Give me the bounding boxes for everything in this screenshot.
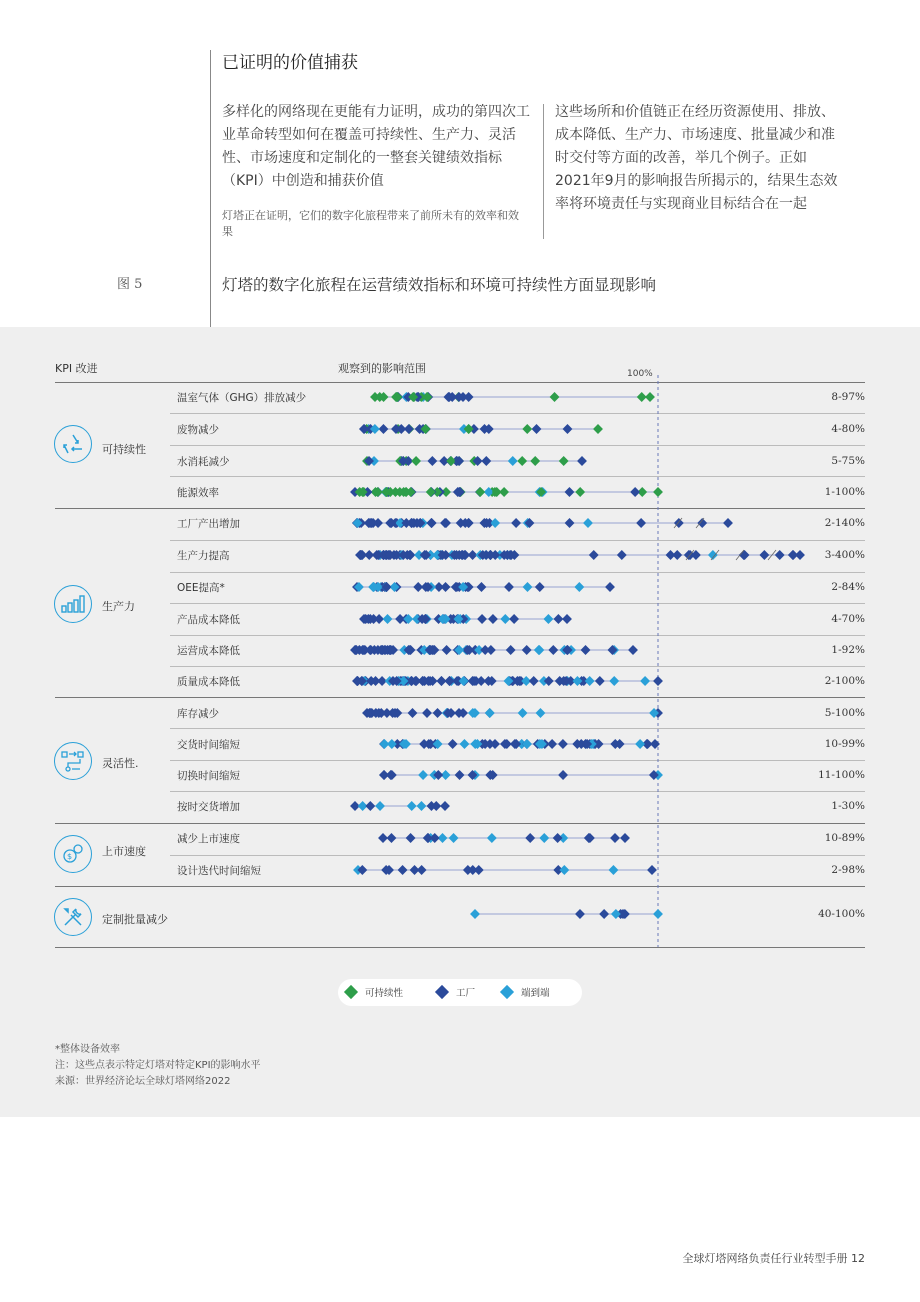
data-point xyxy=(525,833,535,843)
data-point xyxy=(630,487,640,497)
kpi-row-label: 温室气体（GHG）排放减少 xyxy=(177,392,307,404)
data-point xyxy=(536,487,546,497)
data-point xyxy=(474,865,484,875)
data-point xyxy=(510,739,520,749)
data-point xyxy=(504,582,514,592)
kpi-row-range: 1-92% xyxy=(831,644,865,656)
legend-swatch-sustainability xyxy=(344,985,358,999)
data-point xyxy=(539,833,549,843)
data-point xyxy=(508,456,518,466)
data-point xyxy=(593,424,603,434)
data-point xyxy=(637,392,647,402)
data-point xyxy=(640,676,650,686)
data-point xyxy=(417,865,427,875)
data-point xyxy=(530,456,540,466)
data-point xyxy=(559,865,569,875)
data-point xyxy=(406,833,416,843)
data-point xyxy=(548,645,558,655)
data-point xyxy=(477,582,487,592)
data-point xyxy=(365,801,375,811)
data-point xyxy=(547,739,557,749)
kpi-row-range: 40-100% xyxy=(818,908,865,920)
data-point xyxy=(565,487,575,497)
data-point xyxy=(605,582,615,592)
kpi-row-label: 废物减少 xyxy=(177,424,219,436)
data-point xyxy=(426,518,436,528)
kpi-row-range: 2-140% xyxy=(824,517,865,529)
section-title: 已证明的价值捕获 xyxy=(222,53,358,73)
data-point xyxy=(532,424,542,434)
data-point xyxy=(500,614,510,624)
data-point xyxy=(398,865,408,875)
data-point xyxy=(559,456,569,466)
data-point xyxy=(775,550,785,560)
data-point xyxy=(653,676,663,686)
data-point xyxy=(653,909,663,919)
hundred-percent-label: 100% xyxy=(627,369,653,379)
data-point xyxy=(577,456,587,466)
data-point xyxy=(522,424,532,434)
data-point xyxy=(487,833,497,843)
legend-swatch-factory xyxy=(435,985,449,999)
figure-label: 图 5 xyxy=(117,277,143,292)
kpi-row-label: 质量成本降低 xyxy=(177,676,240,688)
data-point xyxy=(558,739,568,749)
kpi-row-label: 运营成本降低 xyxy=(177,645,240,657)
impact-dot-chart xyxy=(0,327,920,967)
data-point xyxy=(522,739,532,749)
data-point xyxy=(759,550,769,560)
data-point xyxy=(455,770,465,780)
data-point xyxy=(480,645,490,655)
kpi-row-label: 库存减少 xyxy=(177,708,219,720)
data-point xyxy=(490,518,500,528)
kpi-row-range: 5-75% xyxy=(831,455,865,467)
gears-dollar-icon xyxy=(54,835,92,873)
tools-icon xyxy=(54,898,92,936)
kpi-row-range: 10-99% xyxy=(824,738,865,750)
data-point xyxy=(609,676,619,686)
data-point xyxy=(584,833,594,843)
data-point xyxy=(433,708,443,718)
svg-text:$: $ xyxy=(67,852,73,861)
data-point xyxy=(534,645,544,655)
data-point xyxy=(387,833,397,843)
data-point xyxy=(636,518,646,528)
data-point xyxy=(583,518,593,528)
data-point xyxy=(558,770,568,780)
data-point xyxy=(522,645,532,655)
data-point xyxy=(608,865,618,875)
kpi-row-range: 10-89% xyxy=(824,832,865,844)
data-point xyxy=(427,456,437,466)
data-point xyxy=(574,582,584,592)
data-point xyxy=(635,739,645,749)
figure-title: 灯塔的数字化旅程在运营绩效指标和环境可持续性方面显现影响 xyxy=(222,276,657,294)
data-point xyxy=(407,801,417,811)
data-point xyxy=(788,550,798,560)
data-point xyxy=(440,801,450,811)
legend-text-e2e: 端到端 xyxy=(521,988,550,999)
data-point xyxy=(488,614,498,624)
legend-item-sustainability xyxy=(346,985,403,999)
data-point xyxy=(529,676,539,686)
data-point xyxy=(553,833,563,843)
data-point xyxy=(460,739,470,749)
data-point xyxy=(666,550,676,560)
data-point xyxy=(653,487,663,497)
data-point xyxy=(517,456,527,466)
data-point xyxy=(708,550,718,560)
data-point xyxy=(441,518,451,528)
chart-source: 来源：世界经济论坛全球灯塔网络2022 xyxy=(55,1076,231,1087)
data-point xyxy=(481,456,491,466)
kpi-row-range: 1-100% xyxy=(824,486,865,498)
data-point xyxy=(647,865,657,875)
kpi-row-label: 设计迭代时间缩短 xyxy=(177,865,261,877)
data-point xyxy=(470,909,480,919)
kpi-row-label: 工厂产出增加 xyxy=(177,518,240,530)
kpi-row-range: 4-70% xyxy=(831,613,865,625)
page-footer: 全球灯塔网络负责任行业转型手册 12 xyxy=(682,1252,865,1265)
data-point xyxy=(585,676,595,686)
category-label-productivity: 生产力 xyxy=(102,600,135,613)
category-label-speed: 上市速度 xyxy=(102,845,146,858)
data-point xyxy=(599,909,609,919)
data-point xyxy=(441,582,451,592)
data-point xyxy=(422,708,432,718)
data-point xyxy=(589,550,599,560)
kpi-row-range: 5-100% xyxy=(824,707,865,719)
data-point xyxy=(454,487,464,497)
data-point xyxy=(387,739,397,749)
kpi-row-label: OEE提高* xyxy=(177,582,225,594)
data-point xyxy=(408,708,418,718)
data-point xyxy=(379,424,389,434)
data-point xyxy=(477,614,487,624)
data-point xyxy=(391,392,401,402)
data-point xyxy=(448,739,458,749)
kpi-row-label: 产品成本降低 xyxy=(177,614,240,626)
data-point xyxy=(575,487,585,497)
category-label-flexibility: 灵活性. xyxy=(102,757,139,770)
kpi-column-header: KPI 改进 xyxy=(55,362,98,375)
data-point xyxy=(628,645,638,655)
category-label-sustainability: 可持续性 xyxy=(102,443,146,456)
data-point xyxy=(620,833,630,843)
kpi-row-range: 8-97% xyxy=(831,391,865,403)
data-point xyxy=(565,518,575,528)
legend-text-factory: 工厂 xyxy=(456,988,476,999)
legend-item-factory xyxy=(437,985,475,999)
intro-paragraph: 多样化的网络现在更能有力证明，成功的第四次工业革命转型如何在覆盖可持续性、生产力、灵活性、市场速度和定制化的一整套关键绩效指标（KPI）中创造和捕获价值 xyxy=(222,104,530,189)
legend-item-e2e xyxy=(502,985,550,999)
data-point xyxy=(697,518,707,528)
kpi-row-range: 2-84% xyxy=(831,581,865,593)
data-point xyxy=(411,456,421,466)
data-point xyxy=(454,645,464,655)
flow-icon xyxy=(54,742,92,780)
data-point xyxy=(475,487,485,497)
data-point xyxy=(506,645,516,655)
legend-text-sustainability: 可持续性 xyxy=(365,988,404,999)
data-point xyxy=(386,770,396,780)
data-point xyxy=(607,645,617,655)
range-column-header: 观察到的影响范围 xyxy=(338,362,426,375)
data-point xyxy=(525,518,535,528)
data-point xyxy=(485,708,495,718)
data-point xyxy=(723,518,733,528)
data-point xyxy=(500,739,510,749)
data-point xyxy=(378,833,388,843)
data-point xyxy=(523,582,533,592)
kpi-row-label: 生产力提高 xyxy=(177,550,230,562)
data-point xyxy=(536,708,546,718)
kpi-row-label: 水消耗减少 xyxy=(177,456,230,468)
legend-swatch-e2e xyxy=(500,985,514,999)
kpi-row-range: 2-98% xyxy=(831,864,865,876)
kpi-row-range: 4-80% xyxy=(831,423,865,435)
bar-chart-icon xyxy=(54,585,92,623)
data-point xyxy=(356,550,366,560)
recycle-icon xyxy=(54,425,92,463)
kpi-row-label: 交货时间缩短 xyxy=(177,739,240,751)
intro-caption: 灯塔正在证明，它们的数字化旅程带来了前所未有的效率和效果 xyxy=(222,209,519,238)
kpi-row-range: 3-400% xyxy=(824,549,865,561)
chart-note: 注：这些点表示特定灯塔对特定KPI的影响水平 xyxy=(55,1060,261,1071)
data-point xyxy=(418,770,428,780)
kpi-row-label: 按时交货增加 xyxy=(177,801,240,813)
oee-footnote: *整体设备效率 xyxy=(55,1044,120,1055)
data-point xyxy=(518,708,528,718)
data-point xyxy=(610,833,620,843)
data-point xyxy=(563,424,573,434)
chart-legend xyxy=(338,979,582,1006)
data-point xyxy=(354,582,364,592)
data-point xyxy=(445,676,455,686)
data-point xyxy=(595,676,605,686)
kpi-row-range: 1-30% xyxy=(831,800,865,812)
kpi-row-range: 11-100% xyxy=(818,769,865,781)
data-point xyxy=(581,645,591,655)
data-point xyxy=(383,614,393,624)
data-point xyxy=(553,614,563,624)
data-point xyxy=(509,614,519,624)
right-paragraph: 这些场所和价值链正在经历资源使用、排放、成本降低、生产力、市场速度、批量减少和准时交付等方面的改善，举几个例子。正如2021年9月的影响报告所揭示的，结果生态效率将环境责任与实现商业目标结合在一起 xyxy=(555,104,838,212)
kpi-row-label: 能源效率 xyxy=(177,487,219,499)
data-point xyxy=(575,909,585,919)
kpi-row-range: 2-100% xyxy=(824,675,865,687)
data-point xyxy=(375,801,385,811)
data-point xyxy=(543,614,553,624)
data-point xyxy=(535,582,545,592)
kpi-row-label: 切换时间缩短 xyxy=(177,770,240,782)
data-point xyxy=(617,550,627,560)
left-rule xyxy=(210,50,211,327)
data-point xyxy=(511,518,521,528)
category-label-customization: 定制批量减少 xyxy=(102,913,168,926)
data-point xyxy=(550,392,560,402)
data-point xyxy=(740,550,750,560)
data-point xyxy=(562,614,572,624)
data-point xyxy=(449,833,459,843)
data-point xyxy=(417,801,427,811)
column-divider xyxy=(543,104,544,239)
data-point xyxy=(442,645,452,655)
data-point xyxy=(426,487,436,497)
kpi-row-label: 减少上市速度 xyxy=(177,833,240,845)
